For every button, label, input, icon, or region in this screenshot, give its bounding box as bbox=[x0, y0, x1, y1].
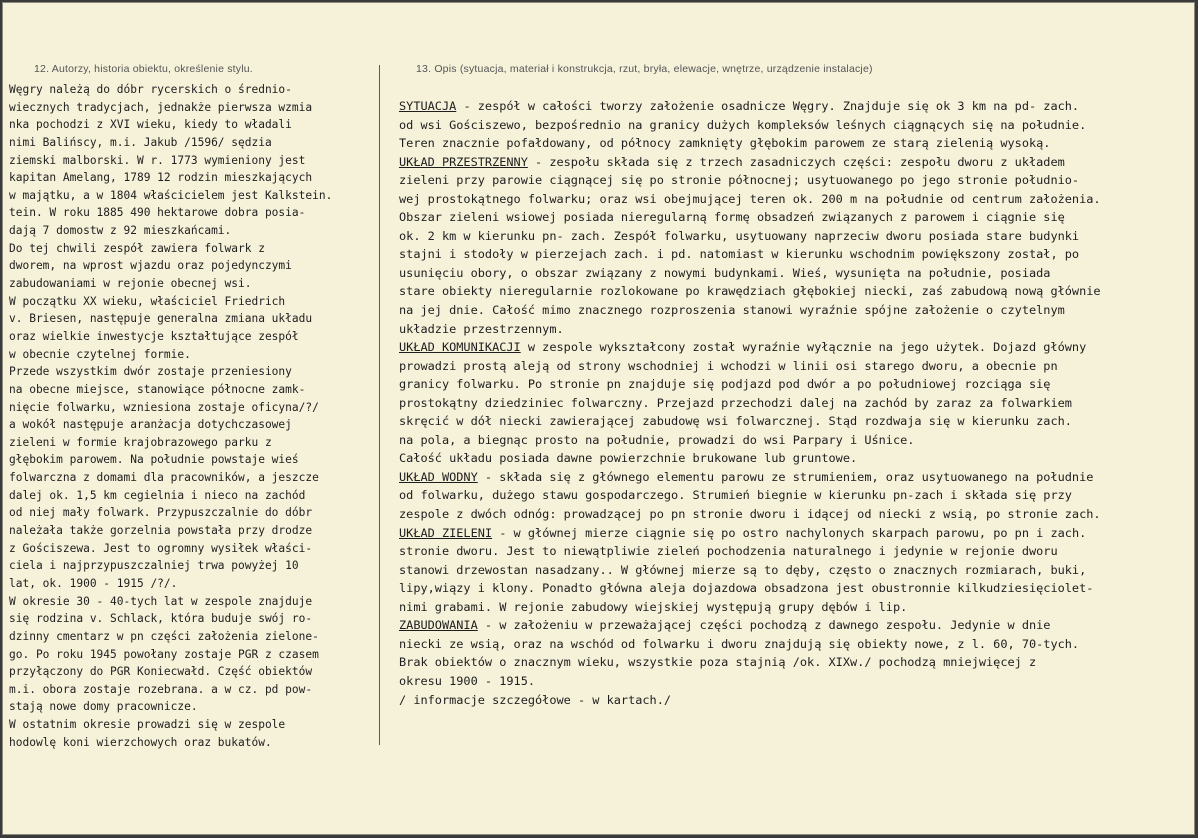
line-text: - w głównej mierze ciągnie się po ostro nachylonych skarpach parowu, po pn i zach. bbox=[492, 525, 1087, 540]
description-text-line bbox=[399, 264, 1101, 283]
description-text-line bbox=[399, 338, 1101, 357]
section-keyword: UKŁAD PRZESTRZENNY bbox=[399, 154, 528, 169]
history-text-line: dzinny cmentarz w pn części założenia zielone- bbox=[9, 629, 319, 643]
history-text-line: ziemski malborski. W r. 1773 wymieniony jest bbox=[9, 153, 306, 167]
history-text-line: W początku XX wieku, właściciel Friedrich bbox=[9, 294, 286, 308]
line-text: okresu 1900 - 1915. bbox=[399, 673, 536, 688]
line-text: stanowi drzewostan nasadzany.. W głównej mierze są to dęby, często o znacznych rozmiarach, buki, bbox=[399, 562, 1087, 577]
description-text-line bbox=[399, 672, 1101, 691]
description-text-line bbox=[399, 208, 1101, 227]
history-text-line: w obecnie czytelnej formie. bbox=[9, 347, 191, 361]
line-text: w zespole wykształcony został wyraźnie wyłącznie na jego użytek. Dojazd główny bbox=[520, 340, 1087, 355]
line-text: od folwarku, dużego stawu gospodarczego. Strumień biegnie w kierunku pn-zach i składa się przy bbox=[399, 488, 1072, 503]
history-text-line: m.i. obora zostaje rozebrana. a w cz. pd pow- bbox=[9, 682, 313, 696]
line-text: ok. 2 km w kierunku pn- zach. Zespół folwarku, usytuowany naprzeciw dworu posiada stare budynki bbox=[399, 228, 1080, 243]
history-text-line: się rodzina v. Schlack, która buduje swój ro- bbox=[9, 612, 313, 626]
history-text-line: Węgry należą do dóbr rycerskich o średnio- bbox=[9, 83, 292, 96]
line-text: prowadzi prostą aleją od strony wschodniej i wchodzi w linii osi starego dworu, a obecnie pn bbox=[399, 358, 1058, 373]
line-text: Teren znacznie pofałdowany, od północy zamknięty głębokim parowem ze starą zielenią wysoką. bbox=[399, 136, 1051, 151]
line-text: prostokątny dziedziniec folwarczny. Przejazd przechodzi dalej na zachód by zaraz za folwarkiem bbox=[399, 395, 1072, 410]
line-text: od wsi Gościszewo, bezpośrednio na granicy dużych kompleksów leśnych ciągnących się na południe. bbox=[399, 117, 1087, 132]
line-text: stronie dworu. Jest to niewątpliwie zieleń pochodzenia naturalnego i jedynie w rejonie dworu bbox=[399, 544, 1058, 559]
description-text-line bbox=[399, 653, 1101, 672]
line-text: - składa się z głównego elementu parowu ze strumieniem, oraz usytuowanego na południe bbox=[477, 469, 1094, 484]
column-divider bbox=[379, 65, 380, 745]
description-text-line bbox=[399, 505, 1101, 524]
history-text-line: głębokim parowem. Na południe powstaje wieś bbox=[9, 453, 299, 467]
history-text-line: go. Po roku 1945 powołany zostaje PGR z czasem bbox=[9, 647, 319, 661]
history-text-line: nimi Balińscy, m.i. Jakub /1596/ sędzia bbox=[9, 135, 272, 149]
history-text-line: zabudowaniami w rejonie obecnej wsi. bbox=[9, 277, 252, 291]
history-text-line: nięcie folwarku, wzniesiona zostaje oficyna/?/ bbox=[9, 400, 319, 414]
description-text-line bbox=[399, 579, 1101, 598]
history-column bbox=[9, 81, 332, 751]
description-text-line bbox=[399, 227, 1101, 246]
line-text: zieleni przy parowie ciągnącej się po stronie północnej; usytuowanego po jego stronie południo- bbox=[399, 173, 1080, 188]
line-text: układzie przestrzennym. bbox=[399, 321, 564, 336]
line-text: usunięciu obory, o obszar związany z nowymi budynkami. Wieś, wysunięta na południe, posiada bbox=[399, 265, 1051, 280]
description-text-line bbox=[399, 301, 1101, 320]
line-text: skręcić w dół niecki zawierającej zabudowę wsi folwarcznej. Stąd rozdwaja się w kierunku zach. bbox=[399, 414, 1072, 429]
section-keyword: UKŁAD WODNY bbox=[399, 469, 478, 484]
description-text-line bbox=[399, 97, 1101, 116]
description-text-line bbox=[399, 134, 1101, 153]
line-text: - zespołu składa się z trzech zasadniczych części: zespołu dworu z układem bbox=[527, 154, 1065, 169]
history-text-line: wiecznych tradycjach, jednakże pierwsza wzmia bbox=[9, 100, 313, 114]
description-column bbox=[399, 97, 1101, 709]
line-text: / informacje szczegółowe - w kartach./ bbox=[399, 692, 672, 707]
history-text-line: folwarczna z domami dla pracowników, a jeszcze bbox=[9, 471, 319, 485]
section-keyword: SYTUACJA bbox=[399, 99, 457, 113]
right-section-header: 13. Opis (sytuacja, materiał i konstrukcja, rzut, bryła, elewacje, wnętrze, urządzenie instalacje) bbox=[416, 63, 873, 75]
line-text: lipy,wiązy i klony. Ponadto główna aleja dojazdowa obsadzona jest obustronnie kilkudziesięciolet- bbox=[399, 581, 1094, 596]
history-text-line: lat, ok. 1900 - 1915 /?/. bbox=[9, 576, 178, 590]
description-text-line bbox=[399, 561, 1101, 580]
line-text: zespole z dwóch odnóg: prowadzącej po pn stronie dworu i idącej od niecki z wsią, po stronie zach. bbox=[399, 507, 1101, 522]
history-text-line: przyłączony do PGR Koniecwałd. Część obiektów bbox=[9, 665, 313, 679]
history-text-line: kapitan Amelang, 1789 12 rodzin mieszkających bbox=[9, 171, 313, 185]
description-text-line bbox=[399, 190, 1101, 209]
history-text-line: Przede wszystkim dwór zostaje przeniesiony bbox=[9, 365, 292, 379]
description-text-line bbox=[399, 153, 1101, 172]
line-text: wej prostokątnego folwarku; oraz wsi obejmującej teren ok. 200 m na południe od centrum założenia. bbox=[399, 191, 1101, 206]
history-text-line: zieleni w formie krajobrazowego parku z bbox=[9, 435, 272, 449]
description-text-line bbox=[399, 394, 1101, 413]
description-text-line bbox=[399, 116, 1101, 135]
history-text-line: na obecne miejsce, stanowiące północne zamk- bbox=[9, 382, 306, 396]
description-text-line bbox=[399, 412, 1101, 431]
description-text-line bbox=[399, 598, 1101, 617]
history-text-line: Do tej chwili zespół zawiera folwark z bbox=[9, 241, 265, 255]
line-text: Całość układu posiada dawne powierzchnie brukowane lub gruntowe. bbox=[399, 451, 858, 466]
history-text-line: v. Briesen, następuje generalna zmiana układu bbox=[9, 312, 313, 326]
description-text-line bbox=[399, 468, 1101, 487]
description-text-line bbox=[399, 375, 1101, 394]
history-text-line: W ostatnim okresie prowadzi się w zespole bbox=[9, 718, 286, 732]
description-text-line bbox=[399, 524, 1101, 543]
line-text: nimi grabami. W rejonie zabudowy wiejskiej występują grupy dębów i lip. bbox=[399, 599, 908, 614]
description-text-line bbox=[399, 282, 1101, 301]
section-keyword: UKŁAD ZIELENI bbox=[399, 525, 493, 540]
section-keyword: UKŁAD KOMUNIKACJI bbox=[399, 340, 521, 355]
history-text-line: a wokół następuje aranżacja dotychczasowej bbox=[9, 418, 292, 432]
history-text-line: oraz wielkie inwestycje kształtujące zespół bbox=[9, 329, 299, 343]
description-text-line bbox=[399, 245, 1101, 264]
line-text: - zespół w całości tworzy założenie osadnicze Węgry. Znajduje się ok 3 km na pd- zach. bbox=[456, 99, 1080, 113]
left-section-header: 12. Autorzy, historia obiektu, określenie stylu. bbox=[34, 63, 253, 75]
line-text: Obszar zieleni wsiowej posiada nieregularną formę obsadzeń związanych z parowem i ciągnie się bbox=[399, 210, 1065, 225]
history-text-line: W okresie 30 - 40-tych lat w zespole znajduje bbox=[9, 594, 313, 608]
history-text-line: dają 7 domostw z 92 mieszkańcami. bbox=[9, 224, 232, 238]
description-text-line bbox=[399, 616, 1101, 635]
archival-record-card bbox=[2, 2, 1195, 835]
line-text: Brak obiektów o znacznym wieku, wszystkie poza stajnią /ok. XIXw./ pochodzą mniejwięcej z bbox=[399, 655, 1037, 670]
history-text-line: hodowlę koni wierzchowych oraz bukatów. bbox=[9, 735, 272, 749]
history-text-line: ciela i najprzypuszczalniej trwa powyżej 10 bbox=[9, 559, 299, 573]
history-text-line: tein. W roku 1885 490 hektarowe dobra posia- bbox=[9, 206, 306, 220]
section-keyword: ZABUDOWANIA bbox=[399, 618, 478, 633]
history-text-line: od niej mały folwark. Przypuszczalnie do dóbr bbox=[9, 506, 313, 520]
line-text: na pola, a biegnąc prosto na południe, prowadzi do wsi Parpary i Uśnice. bbox=[399, 432, 915, 447]
description-text-line bbox=[399, 357, 1101, 376]
description-text-line bbox=[399, 691, 1101, 710]
description-text-line bbox=[399, 171, 1101, 190]
history-text-line: dalej ok. 1,5 km cegielnia i nieco na zachód bbox=[9, 488, 306, 502]
description-text-line bbox=[399, 431, 1101, 450]
history-text-line: dworem, na wprost wjazdu oraz pojedynczymi bbox=[9, 259, 292, 273]
line-text: granicy folwarku. Po stronie pn znajduje się podjazd pod dwór a po południowej rozciąga się bbox=[399, 377, 1051, 392]
description-text-line bbox=[399, 449, 1101, 468]
description-text-line bbox=[399, 635, 1101, 654]
history-text-line: w majątku, a w 1804 właścicielem jest Kalkstein. bbox=[9, 188, 333, 202]
description-text-line bbox=[399, 542, 1101, 561]
description-text-line bbox=[399, 320, 1101, 339]
line-text: stare obiekty nieregularnie rozlokowane po krawędziach głębokiej niecki, zaś zabudową nową głównie bbox=[399, 284, 1101, 299]
history-text-line: nka pochodzi z XVI wieku, kiedy to władali bbox=[9, 118, 292, 132]
history-text-line: należała także gorzelnia powstała przy drodze bbox=[9, 524, 313, 538]
history-text-line: z Gościszewa. Jest to ogromny wysiłek właści- bbox=[9, 541, 313, 555]
line-text: niecki ze wsią, oraz na wschód od folwarku i dworu znajdują się obiekty nowe, z l. 60, 70-tych. bbox=[399, 636, 1080, 651]
line-text: - w założeniu w przeważającej części pochodzą z dawnego zespołu. Jedynie w dnie bbox=[477, 618, 1051, 633]
history-text-line: stają nowe domy pracownicze. bbox=[9, 700, 198, 714]
description-text-line bbox=[399, 486, 1101, 505]
line-text: stajni i stodoły w pierzejach zach. i pd. natomiast w kierunku wschodnim powiększony został, po bbox=[399, 247, 1080, 262]
line-text: na jej dnie. Całość mimo znacznego rozproszenia stanowi wyraźnie spójne założenie o czytelnym bbox=[399, 303, 1065, 318]
